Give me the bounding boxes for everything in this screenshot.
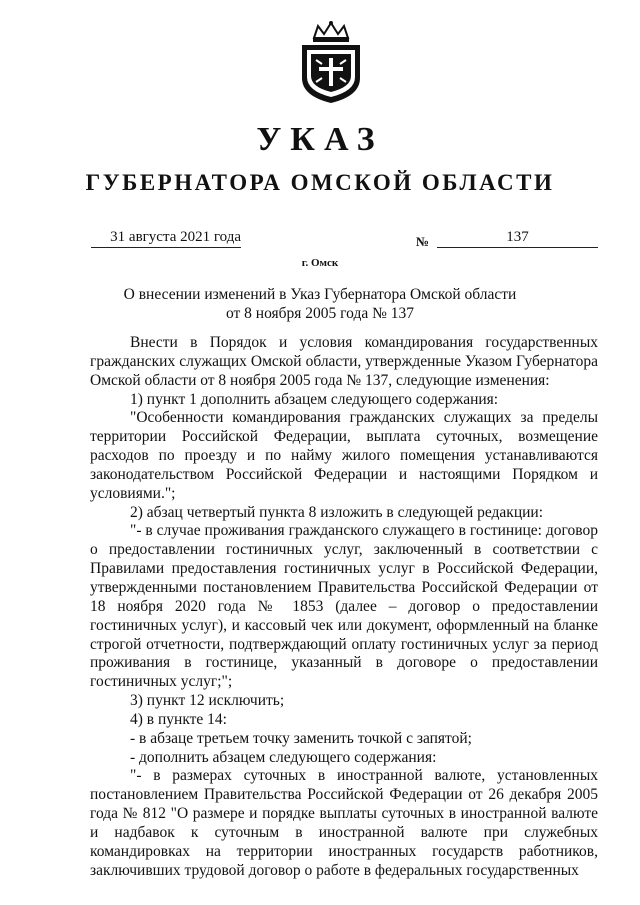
document-subject — [0, 285, 640, 323]
document-city: г. Омск — [301, 257, 339, 269]
document-date: 31 августа 2021 года — [91, 229, 241, 248]
body-paragraph: - дополнить абзацем следующего содержания: — [130, 748, 437, 766]
document-issuer: ГУБЕРНАТОРА ОМСКОЙ ОБЛАСТИ — [85, 170, 555, 195]
subject-line: от 8 ноября 2005 года № 137 — [225, 305, 415, 322]
body-paragraph: "- в случае проживания гражданского служащего в гостинице: договор о предоставлении гостиничных услуг, заключенный в соответствии с Правилами предоставления гостиничных услуг в Российской Федерации, утвержденными постановлением Правительства Российской Федерации от 18 ноября 2020 года № 1853 (далее – договор о предоставлении гостиничных услуг), и кассовый чек или документ, оформленный на бланке строгой отчетности, подтверждающий оплату гостиничных услуг за период проживания в гостинице, указанный в договоре о предоставлении гостиничных услуг;"; — [90, 522, 598, 691]
body-paragraph: 4) в пункте 14: — [130, 710, 227, 728]
subject-line: О внесении изменений в Указ Губернатора Омской области — [123, 286, 517, 303]
body-paragraph: 1) пункт 1 дополнить абзацем следующего содержания: — [130, 390, 499, 408]
body-paragraph: "- в размерах суточных в иностранной валюте, установленных постановлением Правительства Российской Федерации от 26 декабря 2005 года № 812 "О размере и порядке выплаты суточных в иностранной валюте и надбавок к суточным в иностранной валюте при служебных командировках на территории иностранных государств работников, заключивших трудовой договор о работе в федеральных государственных — [90, 767, 598, 879]
body-paragraph: 2) абзац четвертый пункта 8 изложить в следующей редакции: — [130, 503, 544, 521]
body-paragraph: 3) пункт 12 исключить; — [130, 692, 285, 710]
coat-of-arms-icon — [296, 20, 366, 105]
number-sign: № — [416, 234, 430, 249]
body-paragraph: - в абзаце третьем точку заменить точкой с запятой; — [130, 729, 472, 747]
document-number: 137 — [437, 229, 598, 248]
document-title: УКАЗ — [256, 121, 384, 158]
document-body — [90, 334, 598, 880]
body-paragraph: "Особенности командирования гражданских служащих за пределы территории Российской Федерации, выплата суточных, возмещение расходов по проезду и по найму жилого помещения устанавливаются законодательством Российской Федерации и настоящими Порядком и условиями."; — [90, 409, 598, 502]
body-paragraph: Внести в Порядок и условия командирования государственных гражданских служащих Омской области, утвержденные Указом Губернатора Омской области от 8 ноября 2005 года № 137, следующие изменения: — [90, 334, 598, 389]
